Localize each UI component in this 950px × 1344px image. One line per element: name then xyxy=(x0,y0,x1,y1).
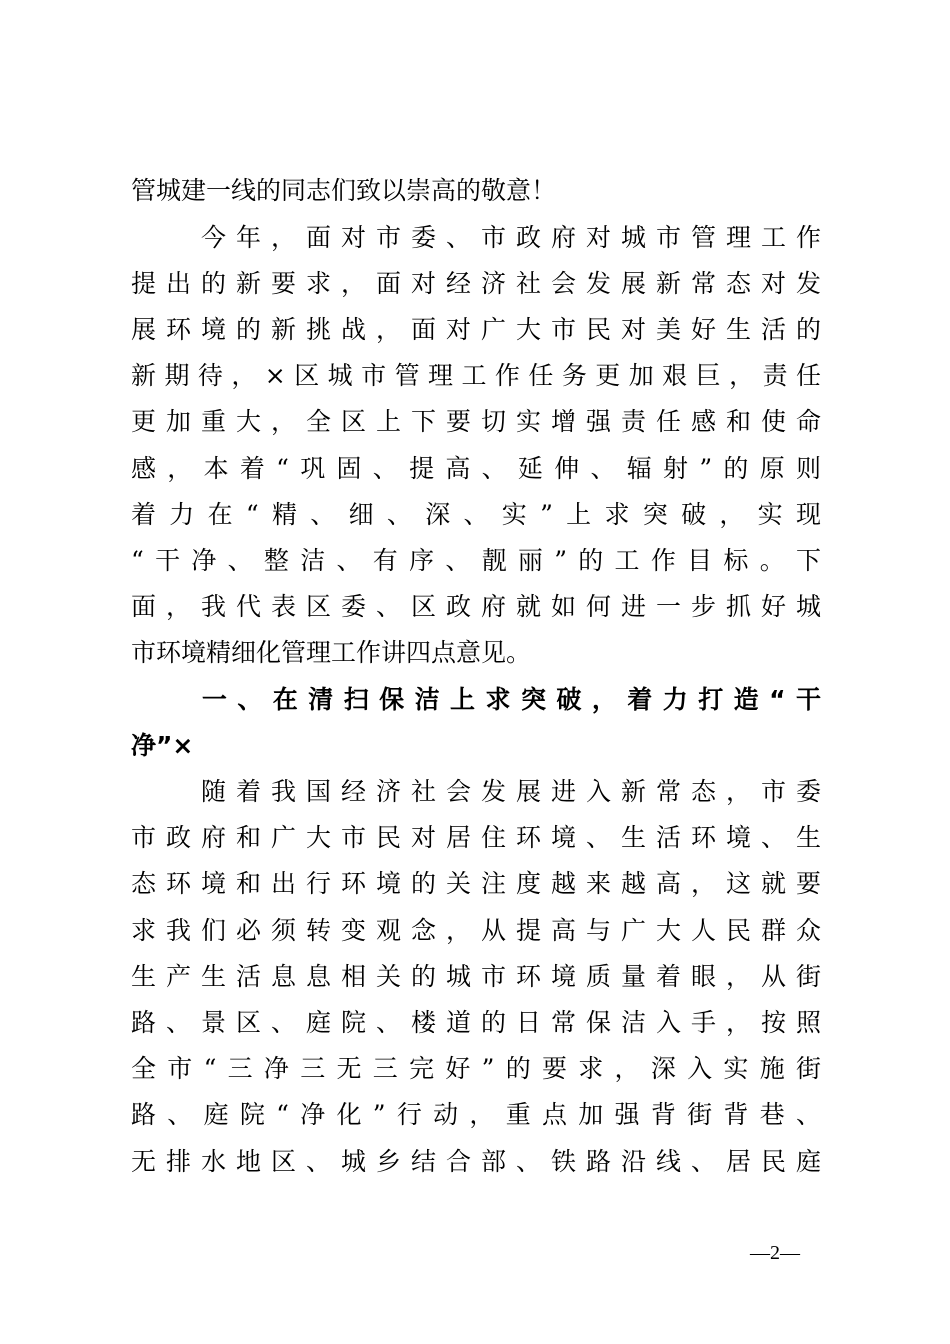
text-line: “干净、整洁、有序、靓丽”的工作目标。下 xyxy=(131,546,821,575)
text-line: 管城建一线的同志们致以崇高的敬意！ xyxy=(131,176,557,205)
text-line: 无排水地区、城乡结合部、铁路沿线、居民庭 xyxy=(131,1147,821,1176)
text-line: 态环境和出行环境的关注度越来越高，这就要 xyxy=(131,869,821,898)
page-number: —2— xyxy=(750,1242,800,1264)
text-line: 感，本着“巩固、提高、延伸、辐射”的原则 xyxy=(131,454,821,483)
text-line: 面，我代表区委、区政府就如何进一步抓好城 xyxy=(131,592,821,621)
section-heading-line: 一、在清扫保洁上求突破，着力打造“干 xyxy=(131,685,821,714)
text-line: 今年，面对市委、市政府对城市管理工作 xyxy=(131,223,821,252)
text-line: 求我们必须转变观念，从提高与广大人民群众 xyxy=(131,916,821,945)
text-line: 展环境的新挑战，面对广大市民对美好生活的 xyxy=(131,315,821,344)
text-line: 全市“三净三无三完好”的要求，深入实施街 xyxy=(131,1054,821,1083)
text-line: 路、庭院“净化”行动，重点加强背街背巷、 xyxy=(131,1100,821,1129)
text-line: 更加重大，全区上下要切实增强责任感和使命 xyxy=(131,407,821,436)
text-line: 生产生活息息相关的城市环境质量着眼，从街 xyxy=(131,962,821,991)
text-line: 新期待，×区城市管理工作任务更加艰巨，责任 xyxy=(131,361,821,390)
text-line: 提出的新要求，面对经济社会发展新常态对发 xyxy=(131,269,821,298)
text-line: 随着我国经济社会发展进入新常态，市委 xyxy=(131,777,821,806)
text-line: 着力在“精、细、深、实”上求突破，实现 xyxy=(131,500,821,529)
text-line: 路、景区、庭院、楼道的日常保洁入手，按照 xyxy=(131,1008,821,1037)
text-line: 市环境精细化管理工作讲四点意见。 xyxy=(131,638,532,667)
text-line: 市政府和广大市民对居住环境、生活环境、生 xyxy=(131,823,821,852)
section-heading-line: 净”× xyxy=(131,731,194,760)
